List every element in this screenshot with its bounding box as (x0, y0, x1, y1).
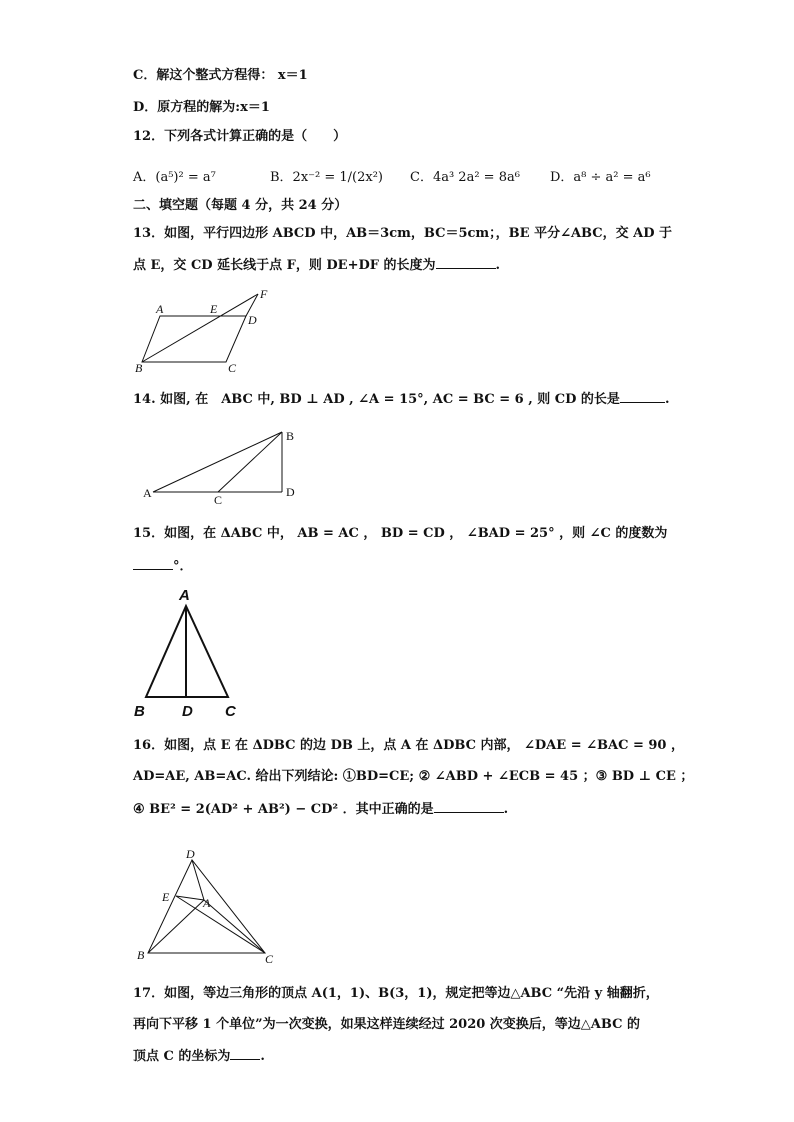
question-15-suffix: °． (173, 559, 193, 574)
option-12-a: A．(a⁵)² = a⁷ (133, 170, 216, 185)
fig13-parallelogram (142, 316, 246, 362)
fig15-label-d: D (182, 703, 193, 720)
fig16-line-ba (148, 900, 204, 953)
fig14-label-a: A (143, 486, 152, 500)
fig13-label-a: A (156, 302, 164, 316)
section-title: 二、填空题（每题 4 分，共 24 分） (133, 198, 348, 213)
option-c-line: C．解这个整式方程得： x＝1 (133, 68, 308, 83)
fig13-label-e: E (210, 302, 218, 316)
fig15-label-b: B (134, 703, 145, 720)
question-16-line2: AD=AE, AB=AC. 给出下列结论: ①BD=CE; ② ∠ABD + ∠ECB = 45 ；③ BD ⊥ CE ； (133, 769, 694, 784)
figure-15 (146, 606, 228, 697)
fig14-label-b: B (286, 429, 295, 443)
fig16-label-e: E (162, 890, 170, 904)
fig14-line-ab (153, 432, 282, 492)
fig16-label-c: C (265, 952, 274, 966)
question-16-text: ④ BE² = 2(AD² + AB²) − CD² ．其中正确的是 (133, 802, 434, 817)
fig14-label-d: D (286, 485, 295, 499)
option-12-b: B．2x⁻² = 1/(2x²) (270, 170, 383, 185)
fig16-label-b: B (137, 948, 145, 962)
figure-14 (153, 432, 282, 492)
question-14-text: 14. 如图, 在 ABC 中, BD ⊥ AD , ∠A = 15°, AC = BC = 6 , 则 CD 的长是 (133, 392, 620, 407)
question-17-line3: 顶点 C 的坐标为 . (133, 1049, 265, 1064)
option-12-d: D．a⁸ ÷ a² = a⁶ (550, 170, 651, 185)
fig16-line-ac (204, 900, 265, 953)
question-13-text: 点 E，交 CD 延长线于点 F，则 DE+DF 的长度为 (133, 258, 436, 273)
fig16-line-da (192, 860, 204, 900)
fig16-label-d: D (186, 847, 195, 861)
question-17-line2: 再向下平移 1 个单位”为一次变换，如果这样连续经过 2020 次变换后，等边△ABC 的 (133, 1017, 640, 1032)
question-14: 14. 如图, 在 ABC 中, BD ⊥ AD , ∠A = 15°, AC = BC = 6 , 则 CD 的长是 . (133, 392, 670, 407)
question-17-line1: 17．如图，等边三角形的顶点 A(1，1)、B(3，1)，规定把等边△ABC “先沿 y 轴翻折， (133, 986, 659, 1001)
fig13-label-f: F (260, 287, 268, 301)
fig16-line-ea (176, 896, 204, 900)
option-d-line: D．原方程的解为:x＝1 (133, 100, 270, 115)
question-13-line1: 13．如图，平行四边形 ABCD 中，AB＝3cm，BC＝5cm；，BE 平分∠ABC，交 AD 于 (133, 226, 673, 241)
fig14-line-cb (218, 432, 282, 492)
fig13-label-c: C (228, 361, 237, 375)
fig13-label-b: B (135, 361, 143, 375)
question-13-line2: 点 E，交 CD 延长线于点 F，则 DE+DF 的长度为 . (133, 258, 501, 273)
fig16-line-ec (176, 896, 265, 953)
question-16-line3: ④ BE² = 2(AD² + AB²) − CD² ．其中正确的是 . (133, 802, 509, 817)
fig14-label-c: C (214, 493, 223, 507)
fig15-label-c: C (225, 703, 236, 720)
fig13-label-d: D (248, 313, 257, 327)
question-16-line1: 16．如图，点 E 在 ΔDBC 的边 DB 上，点 A 在 ΔDBC 内部， ∠DAE = ∠BAC = 90 ， (133, 738, 684, 753)
question-12: 12．下列各式计算正确的是（ ） (133, 129, 347, 144)
option-12-c: C．4a³ 2a² = 8a⁶ (410, 170, 520, 185)
fig15-label-a: A (179, 587, 190, 604)
question-17-text: 顶点 C 的坐标为 (133, 1049, 231, 1064)
fig16-label-a: A (203, 896, 211, 910)
question-15-line1: 15．如图，在 ΔABC 中， AB = AC ， BD = CD ， ∠BAD = 25° ，则 ∠C 的度数为 (133, 526, 668, 541)
